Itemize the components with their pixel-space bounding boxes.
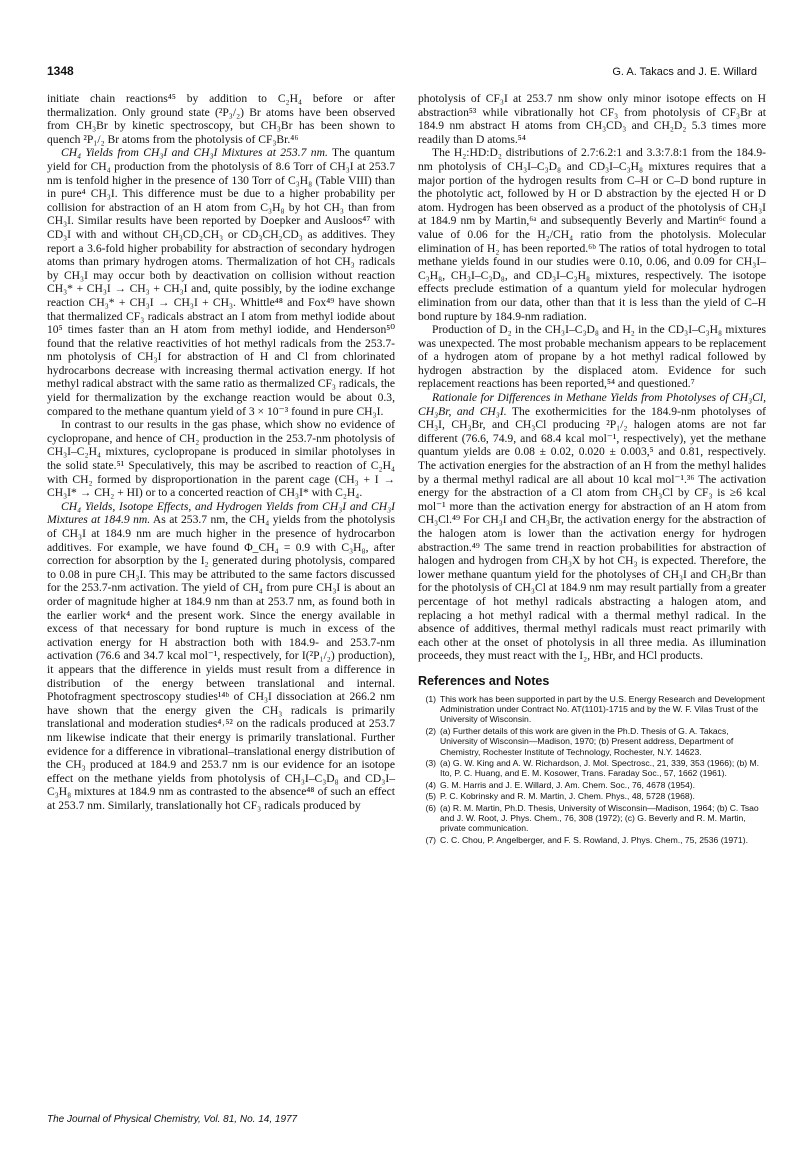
reference-item [418, 791, 766, 801]
page-number: 1348 [47, 64, 74, 78]
paragraph-d2-production: Production of D₂ in the CH₃I–C₃D₈ and H₂ in the CD₃I–C₃H₈ mixtures was unexpected. The most probable mechanism appears to be replacement of a hydrogen atom of propane by a hot methyl radical followed by hydrogen abstraction by the displaced atom. Evidence for such replacement reactions has been reported,⁵⁴ and questioned.⁷ [418, 323, 766, 391]
reference-item [418, 758, 766, 779]
reference-number: (5) [425, 791, 436, 802]
right-column [418, 92, 766, 846]
reference-item [418, 694, 766, 725]
reference-number: (6) [425, 802, 436, 813]
reference-number: (4) [425, 779, 436, 790]
reference-item [418, 726, 766, 757]
reference-text: P. C. Kobrinsky and R. M. Martin, J. Chem. Phys., 48, 5728 (1968). [440, 791, 695, 802]
reference-number: (2) [425, 725, 436, 736]
reference-text: (a) G. W. King and A. W. Richardson, J. Mol. Spectrosc., 21, 339, 353 (1966); (b) M. Ito, P. C. Huang, and E. M. Kosower, Trans. Faraday Soc., 57, 1662 (1961). [440, 757, 760, 779]
reference-text: This work has been supported in part by the U.S. Energy Research and Development Administration under Contract No. AT(1101)-1715 and by the W. F. Vilas Trust of the University of Wisconsin. [440, 693, 765, 725]
journal-footer: The Journal of Physical Chemistry, Vol. 81, No. 14, 1977 [47, 1114, 298, 1125]
paragraph-text: The exothermicities for the 184.9-nm photolyses of CH₃I, CH₃Br, and CH₃Cl producing ²P₁/₂ halogen atoms are not far different (76.6, 74.9, and 68.4 kcal mol⁻¹, respectively), yet the methane quantum yields are 0.08 ± 0.02, 0.020 ± 0.003,⁵ and 0.81, respectively. The activation energies for the abstraction of an H from the methyl halides by a thermal methyl radical are all about 10 kcal mol⁻¹.³⁶ The activation energy for the abstraction of a Cl atom from CH₃Cl by CF₃ is ≥6 kcal mol⁻¹ more than the activation energy for abstraction of an H atom from CH₃Cl.⁴⁹ For CH₃I and CH₃Br, the activation energy for the abstraction of the halogen atom is lower than the activation energy for hydrogen abstraction.⁴⁹ The same trend in reaction probabilities for abstraction of halogen and hydrogen from CH₃X by hot CH₃ is expected. Therefore, the lower methane quantum yield for the photolyses of CH₃I and CH₃Br than for the photolysis of CH₃Cl at 184.9 nm may result partially from a greater percentage of hot methyl radicals abstracting a halogen atom, and replacing a hot methyl radical with a thermal methyl radical. In the absence of additives, thermal methyl radicals must react primarily with each other at the onset of photolysis in all three media. As illumination proceeds, they must react with the I₂, HBr, and HCl products. [418, 404, 766, 663]
reference-item [418, 835, 766, 845]
paragraph-chain-reactions: initiate chain reactions⁴⁵ by addition to C₂H₄ before or after thermalization. Only ground state (²P₃/₂) Br atoms have been observed from CH₃Br by kinetic spectroscopy, but CH₃Br has been shown to quench ²P₁/₂ Br atoms from the photolysis of CF₃Br.⁴⁶ [47, 92, 395, 146]
left-column [47, 92, 395, 812]
paragraph-cyclopropane: In contrast to our results in the gas phase, which show no evidence of cyclopropane, and hence of CH₂ production in the 253.7-nm photolysis of CH₃I–C₂H₄ mixtures, cyclopropane is produced in similar photolyses in the solid state.⁵¹ Speculatively, this may be ascribed to reaction of C₂H₄ with CH₂ formed by disproportionation in the parent cage (CH₃ + I → CH₃I* → CH₂ + HI) or to a concerted reaction of CH₃I* with C₂H₄. [47, 418, 395, 500]
section-heading-rationale: Rationale for Differences in Methane Yields from Photolyses of CH₃Cl, CH₃Br, and CH₃I. [418, 391, 766, 418]
references-heading: References and Notes [418, 673, 550, 688]
running-head-authors: G. A. Takacs and J. E. Willard [612, 66, 757, 78]
reference-number: (1) [425, 693, 436, 704]
reference-text: C. C. Chou, P. Angelberger, and F. S. Rowland, J. Phys. Chem., 75, 2536 (1971). [440, 834, 748, 845]
paragraph-text: The quantum yield for CH₄ production from the photolysis of 8.6 Torr of CH₃I at 253.7 nm is tenfold higher in the presence of 130 Torr of C₃H₈ (Table VIII) than in pure⁴ CH₃I. This difference must be due to a higher probability per collision for abstraction of an H atom from C₃H₈ by hot CH₃ than from CH₃I. Similar results have been reported by Doepker and Ausloos⁴⁷ with CD₃I with and without CH₃CD₂CH₃ or CD₃CH₂CD₃ as additives. They report a 3.6-fold higher probability for abstraction of secondary hydrogen atoms than primary hydrogen atoms. Thermalization of hot CH₃ radicals by CH₃I may occur both by deactivation on collision without reaction CH₃* + CH₃I → CH₃ + CH₃I and, quite possibly, by the iodine exchange reaction CH₃* + CH₃I → CH₃I + CH₃. Whittle⁴⁸ and Fox⁴⁹ have shown that thermalized CF₃ radicals abstract an I atom from methyl iodide about 10⁵ times faster than an H atom from methyl iodide, and Henderson⁵⁰ found that the relative reactivities of hot methyl radicals from the 253.7-nm photolysis of CH₃I for abstraction of H and Cl from chlorinated hydrocarbons decrease with increasing thermal activation energy. If hot methyl radical abstract with the same ratio as thermalized CF₃ radicals, the yield for thermalization by the exchange reaction would be about 0.3, compared to the methane quantum yield of 3 × 10⁻³ found in pure CH₃I. [47, 146, 395, 418]
reference-item [418, 780, 766, 790]
reference-text: (a) R. M. Martin, Ph.D. Thesis, University of Wisconsin—Madison, 1964; (b) C. Tsao and J. W. Root, J. Phys. Chem., 76, 308 (1972); (c) G. Beverly and R. M. Martin, private communication. [440, 802, 759, 834]
section-heading-ch4-yields-184: CH₄ Yields, Isotope Effects, and Hydrogen Yields from CH₃I and CH₃I Mixtures at 184.9 nm. [47, 499, 395, 527]
reference-number: (3) [425, 757, 436, 768]
paragraph-rationale [418, 391, 766, 663]
paragraph-text: As at 253.7 nm, the CH₄ yields from the photolysis of CH₃I at 184.9 nm are much higher in the presence of hydrocarbon additives. For example, we have found Φ_CH₄ = 0.9 with C₃H₈, after correction for absorption by the I₂ generated during photolysis, compared to 0.08 in pure CH₃I. This may be attributed to the same factors discussed for the 253.7-nm activation. The yield of CH₄ from pure CH₃I is about an order of magnitude higher at 184.9 nm than at 253.7 nm, as found both in the earlier work⁴ and the present work. Since the energy available in excess of that necessary for bond rupture is much in excess of the activation energy for H abstraction both with 184.9- and 253.7-nm activation (76.6 and 34.7 kcal mol⁻¹, respectively, for I(²P₁/₂) production), it appears that the difference in yields must result from a difference in distribution of the energy between translational and internal. Photofragment spectroscopy studies¹⁴ᵇ of CH₃I dissociation at 266.2 nm have shown that the energy given the CH₃ radicals is primarily translational and moderation studies⁴˒⁵² on the radicals produced at 253.7 nm likewise indicate that their energy is primarily translational. Further evidence for a difference in vibrational–translational energy distribution of the CH₃ produced at 184.9 and 253.7 nm is our evidence for an isotope effect on the methane yields from photolysis of CH₃I–C₃D₈ and CD₃I–C₃H₈ mixtures at 184.9 nm as contrasted to the absence⁴⁸ of such an effect at 253.7 nm. Similarly, translationally hot CF₃ radicals produced by [47, 513, 395, 812]
reference-text: (a) Further details of this work are given in the Ph.D. Thesis of G. A. Takacs, University of Wisconsin—Madison, 1970; (b) Present address, Department of Chemistry, Rochester Institute of Technology, Rochester, N.Y. 14623. [440, 725, 734, 757]
reference-text: G. M. Harris and J. E. Willard, J. Am. Chem. Soc., 76, 4678 (1954). [440, 779, 696, 790]
paragraph-ch4-yields-184 [47, 500, 395, 813]
paragraph-hydrogen-distributions: The H₂:HD:D₂ distributions of 2.7:6.2:1 and 3.3:7.8:1 from the 184.9-nm photolysis of CH₃I–C₃D₈ and CD₃I–C₃H₈ mixtures requires that a major portion of the hydrogen results from C–H or C–D bond rupture in the photolytic act, followed by H or D abstraction by the ejected H or D atom. Hydrogen has been observed as a product of the photolysis of CH₃I at 184.9 nm by Martin,⁶ᵃ and subsequently Beverly and Martin⁶ᶜ found a value of 0.06 for the H₂/CH₄ ratio from the photolysis. Molecular elimination of H₂ has been reported.⁶ᵇ The ratios of total hydrogen to total methane yields found in our studies were 0.10, 0.06, and 0.09 for CH₃I–C₃H₈, CH₃I–C₃D₈, and CD₃I–C₃H₈ mixtures, respectively. The isotope effects preclude estimation of a quantum yield for molecular hydrogen elimination from our data, other than that it is less than the yield of C–H bond rupture by 184.9-nm radiation. [418, 146, 766, 323]
section-heading-ch4-yields-253: CH₄ Yields from CH₃I and CH₃I Mixtures at 253.7 nm. [61, 146, 328, 160]
references-list [418, 694, 766, 846]
reference-item [418, 803, 766, 834]
paragraph-ch4-yields-253 [47, 146, 395, 418]
reference-number: (7) [425, 834, 436, 845]
paragraph-isotope-effects: photolysis of CF₃I at 253.7 nm show only minor isotope effects on H abstraction⁵³ while vibrationally hot CF₃ from photolysis of CF₃Br at 184.9 nm abstract H atoms from CH₃CD₃ and CH₂D₂ 5.3 times more readily than D atoms.⁵⁴ [418, 92, 766, 146]
